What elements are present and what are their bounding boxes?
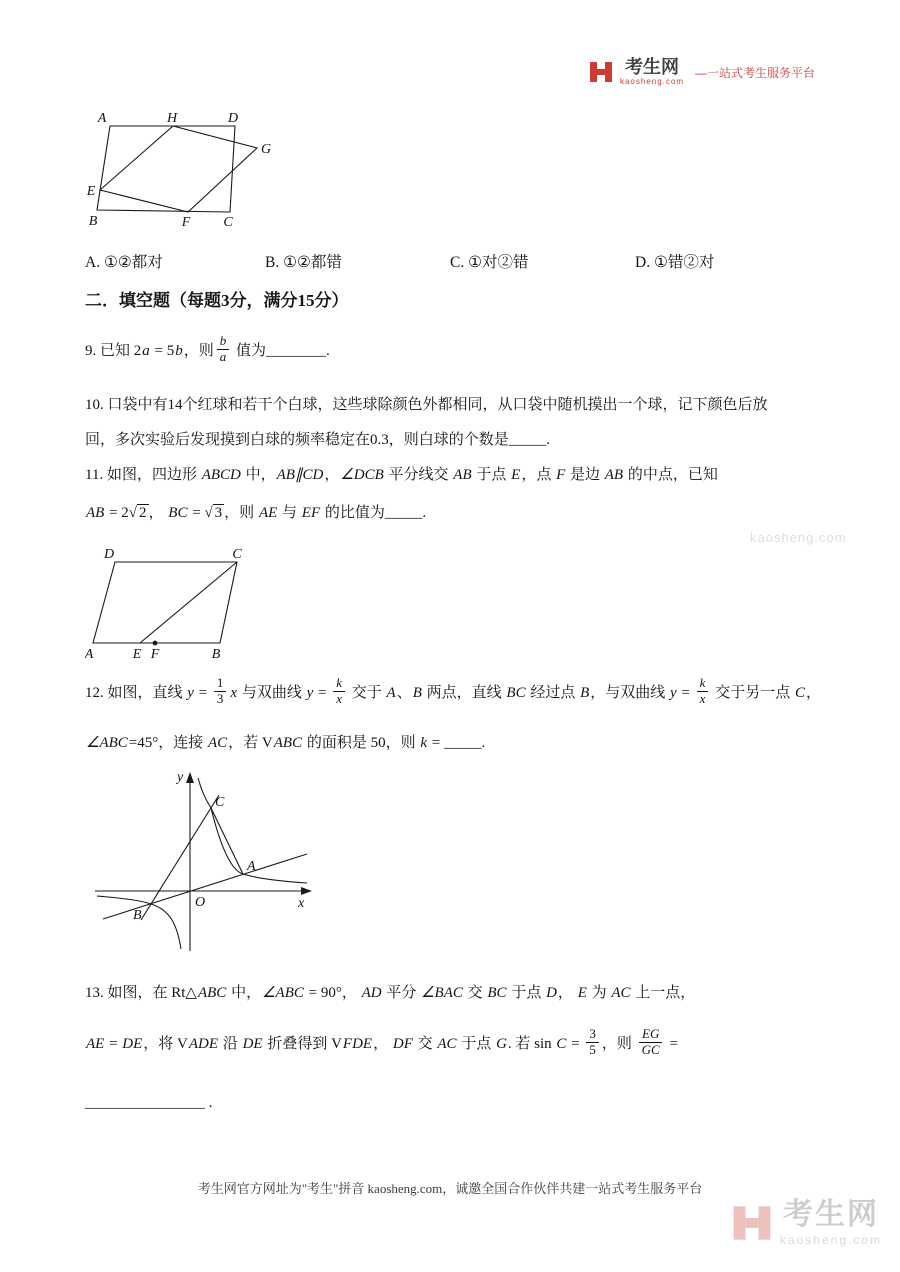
option-a: A. ①②都对 xyxy=(85,254,163,271)
brand-name: 考生网 xyxy=(624,57,679,77)
f3-label-C: C xyxy=(215,795,225,810)
rectangle-ADCB xyxy=(97,126,235,212)
question-13-line-2: AE = DE，将 VADE 沿 DE 折叠得到 VFDE， DF 交 AC 于点 G. 若 sin C = $\frac{3}{5}$ ，则 $\frac{EG}{GC}$ = xyxy=(86,1026,678,1058)
f1-label-A: A xyxy=(97,111,107,126)
point-F-dot xyxy=(153,641,158,646)
f3-label-A: A xyxy=(247,859,256,874)
f3-label-B: B xyxy=(133,908,142,923)
f2-label-B: B xyxy=(211,647,221,662)
question-12-line-1: 12. 如图，直线 y = $\frac{1}{3}$ x 与双曲线 y = $\frac{k}{x}$ 交于 A、B 两点，直线 BC 经过点 B，与双曲线 y = $\frac{k}{x}$ 交于另一点 C， xyxy=(85,675,821,707)
question-13-line-3: ________________ . xyxy=(85,1095,213,1111)
choice-options-row xyxy=(85,250,825,272)
f3-label-x: x xyxy=(298,896,305,911)
watermark-brand: 考生网 xyxy=(782,1198,879,1231)
question-9: 9. 已知 2a = 5b，则 $\frac{b}{a}$ 值为________. xyxy=(85,333,330,365)
tagline-dash: — xyxy=(694,65,707,80)
question-10-line-1: 10. 口袋中有14个红球和若干个白球，这些球除颜色外都相同，从口袋中随机摸出一个球，记下颜色后放 xyxy=(85,397,768,413)
quadrilateral-EHGF xyxy=(100,126,257,212)
watermark-domain: kaosheng.com xyxy=(779,1233,882,1247)
question-10-line-2: 回，多次实验后发现摸到白球的频率稳定在0.3，则白球的个数是_____. xyxy=(85,432,551,448)
figure-parallelogram xyxy=(85,548,265,663)
f3-label-O: O xyxy=(195,895,206,910)
f2-label-F: F xyxy=(150,647,160,662)
question-13-line-1: 13. 如图，在 Rt△ABC 中，∠ABC = 90°， AD 平分 ∠BAC 交 BC 于点 D， E 为 AC 上一点， xyxy=(85,985,696,1001)
kaosheng-header-logo xyxy=(589,58,815,86)
tagline-text: 一站式考生服务平台 xyxy=(706,65,815,80)
f1-label-G: G xyxy=(261,142,272,157)
f1-label-F: F xyxy=(181,215,191,230)
side-watermark: kaosheng.com xyxy=(750,530,847,545)
f3-label-y: y xyxy=(177,770,184,785)
brand-domain: kaosheng.com xyxy=(619,77,684,86)
question-11-line-1: 11. 如图，四边形 ABCD 中，AB∥CD，∠DCB 平分线交 AB 于点 E，点 F 是边 AB 的中点，已知 xyxy=(85,467,718,483)
footer-text: 考生网官方网址为"考生"拼音 kaosheng.com，诚邀全国合作伙伴共建一站式考生服务平台 xyxy=(197,1181,703,1196)
f2-label-A: A xyxy=(85,647,94,662)
brand-block xyxy=(620,58,684,86)
kaosheng-logo-icon xyxy=(589,60,613,84)
f1-label-H: H xyxy=(166,111,178,126)
section-title: 二．填空题（每题3分，满分15分） xyxy=(85,291,349,310)
watermark-text-block xyxy=(780,1200,882,1246)
f1-label-B: B xyxy=(88,214,98,229)
f1-label-C: C xyxy=(223,215,233,230)
option-d: D. ①错②对 xyxy=(635,254,715,271)
watermark-logo-icon xyxy=(732,1203,772,1243)
brand-tagline xyxy=(695,64,815,81)
question-12-line-2: ∠ABC=45°，连接 AC，若 VABC 的面积是 50，则 k = _____. xyxy=(86,735,486,751)
option-b: B. ①②都错 xyxy=(265,254,342,271)
kaosheng-watermark-logo xyxy=(732,1200,882,1246)
figure-hyperbola-graph xyxy=(85,766,315,956)
f1-label-E: E xyxy=(86,184,96,199)
f2-label-C: C xyxy=(232,548,242,562)
f2-label-E: E xyxy=(132,647,142,662)
option-c: C. ①对②错 xyxy=(450,254,529,271)
line-BC xyxy=(141,795,219,920)
parallelogram-DCBA xyxy=(93,562,237,643)
figure-rectangle-fold xyxy=(85,110,275,230)
f2-label-D: D xyxy=(103,548,115,562)
question-11-line-2: AB = 2√ 2 ， BC = √ 3 ，则 AE 与 EF 的比值为_____. xyxy=(86,505,427,521)
segment-AC xyxy=(211,808,243,874)
x-axis-arrow xyxy=(301,887,312,895)
y-axis-arrow xyxy=(186,772,194,783)
f1-label-D: D xyxy=(227,111,239,126)
